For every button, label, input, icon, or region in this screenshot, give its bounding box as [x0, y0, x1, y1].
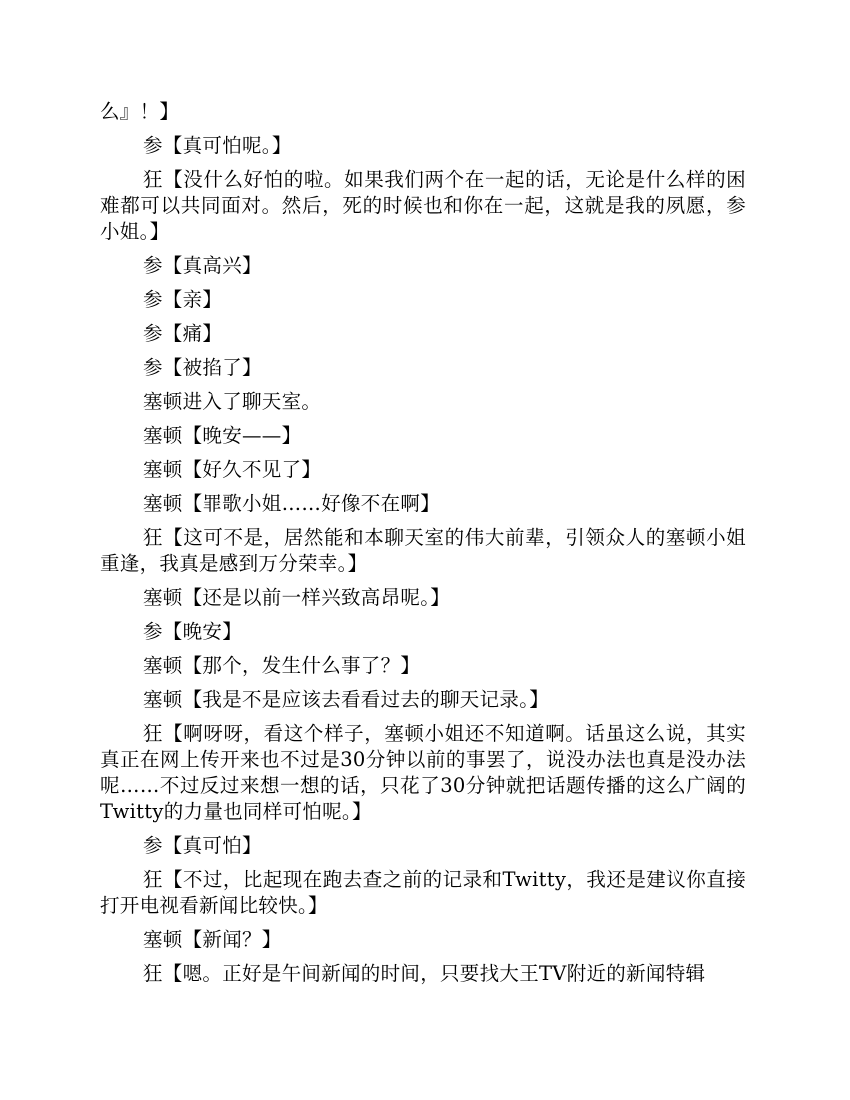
paragraph: 参【真高兴】: [143, 254, 262, 277]
paragraph: 塞顿【新闻？】: [143, 928, 282, 951]
paragraph: 塞顿【罪歌小姐……好像不在啊】: [143, 492, 440, 515]
paragraph: 塞顿进入了聊天室。: [143, 390, 322, 413]
paragraph: 参【被掐了】: [143, 356, 262, 379]
paragraph: 参【亲】: [143, 288, 223, 311]
paragraph: 参【痛】: [143, 322, 223, 345]
paragraph: 参【真可怕】: [143, 834, 262, 857]
paragraph: 么』！】: [100, 100, 180, 123]
paragraph: 狂【嗯。正好是午间新闻的时间，只要找大王TV附近的新闻特辑: [143, 962, 706, 985]
paragraph: 塞顿【好久不见了】: [143, 458, 322, 481]
paragraph: 塞顿【还是以前一样兴致高昂呢。】: [143, 586, 451, 609]
paragraph: 参【晚安】: [143, 620, 243, 643]
paragraph: 塞顿【我是不是应该去看看过去的聊天记录。】: [143, 688, 550, 711]
paragraph: 狂【没什么好怕的啦。如果我们两个在一起的话，无论是什么样的困难都可以共同面对。然后，死的时候也和你在一起，这就是我的夙愿，参小姐。】: [100, 168, 746, 243]
paragraph: 塞顿【那个，发生什么事了？】: [143, 654, 421, 677]
paragraph: 狂【这可不是，居然能和本聊天室的伟大前辈，引领众人的塞顿小姐重逢，我真是感到万分荣幸。】: [100, 526, 746, 575]
paragraph: 狂【啊呀呀，看这个样子，塞顿小姐还不知道啊。话虽这么说，其实真正在网上传开来也不过是30分钟以前的事罢了，说没办法也真是没办法呢……不过反过来想一想的话，只花了30分钟就把话题传播的这么广阔的Twitty的力量也同样可怕呢。】: [100, 722, 746, 823]
paragraph: 狂【不过，比起现在跑去查之前的记录和Twitty，我还是建议你直接打开电视看新闻比较快。】: [100, 868, 746, 917]
paragraph: 塞顿【晚安——】: [143, 424, 302, 447]
paragraph: 参【真可怕呢。】: [143, 134, 292, 157]
document-page: [100, 99, 746, 995]
